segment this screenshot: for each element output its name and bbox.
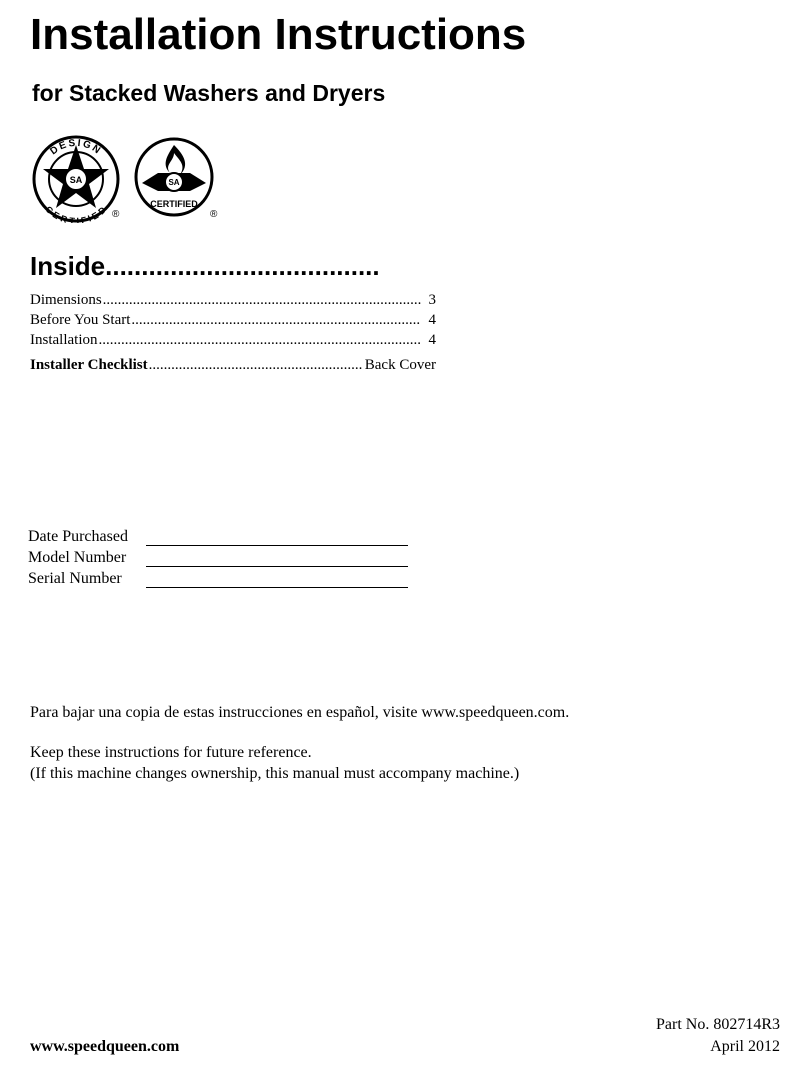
dot-leader: [149, 357, 362, 374]
part-number: Part No. 802714R3: [656, 1016, 780, 1033]
toc-heading: Inside......................................: [30, 251, 380, 281]
date-purchased-field[interactable]: [28, 528, 408, 546]
toc-item: [30, 357, 436, 374]
seal-center-text: SA: [69, 175, 83, 185]
registered-mark: ®: [210, 209, 218, 220]
page-title: Installation Instructions: [30, 10, 527, 59]
field-line[interactable]: [146, 531, 408, 546]
toc-item: [30, 332, 436, 349]
toc-item: [30, 312, 436, 329]
dot-leader: [99, 332, 422, 349]
field-label: Date Purchased: [28, 528, 128, 545]
dot-leader: [131, 312, 421, 329]
csa-design-certified-seal-icon: [34, 137, 120, 223]
toc-item-label: Before You Start: [30, 312, 131, 328]
toc-item-page: Back Cover: [364, 357, 436, 373]
toc-item-label: Installer Checklist: [30, 357, 148, 373]
toc-item-page: 3: [428, 292, 436, 308]
dot-leader: [103, 292, 421, 309]
seal-bottom-text: CERTIFIED: [150, 199, 198, 209]
toc-item-page: 4: [428, 312, 436, 328]
field-label: Model Number: [28, 549, 127, 566]
registered-mark: ®: [112, 209, 120, 220]
website-link[interactable]: www.speedqueen.com: [30, 1038, 180, 1055]
revision-date: April 2012: [710, 1038, 780, 1055]
field-line[interactable]: [146, 573, 408, 588]
toc-item: [30, 292, 436, 309]
keep-instructions-note: Keep these instructions for future reference.: [30, 744, 312, 761]
toc-item-label: Dimensions: [30, 292, 102, 308]
seal-top-text: DESIGN: [48, 137, 104, 158]
page-subtitle: for Stacked Washers and Dryers: [32, 80, 386, 106]
field-line[interactable]: [146, 552, 408, 567]
seal-bottom-text: CERTIFIED: [43, 204, 109, 223]
ownership-note: (If this machine changes ownership, this manual must accompany machine.): [30, 765, 520, 782]
csa-certified-flame-seal-icon: [136, 139, 218, 220]
spanish-note: Para bajar una copia de estas instrucciones en español, visite www.speedqueen.com.: [30, 704, 570, 721]
toc-item-page: 4: [428, 332, 436, 348]
toc-item-label: Installation: [30, 332, 98, 348]
model-number-field[interactable]: [28, 549, 408, 567]
certification-logos: [30, 133, 230, 228]
serial-number-field[interactable]: [28, 570, 408, 588]
seal-center-text: SA: [168, 178, 180, 187]
field-label: Serial Number: [28, 570, 122, 587]
